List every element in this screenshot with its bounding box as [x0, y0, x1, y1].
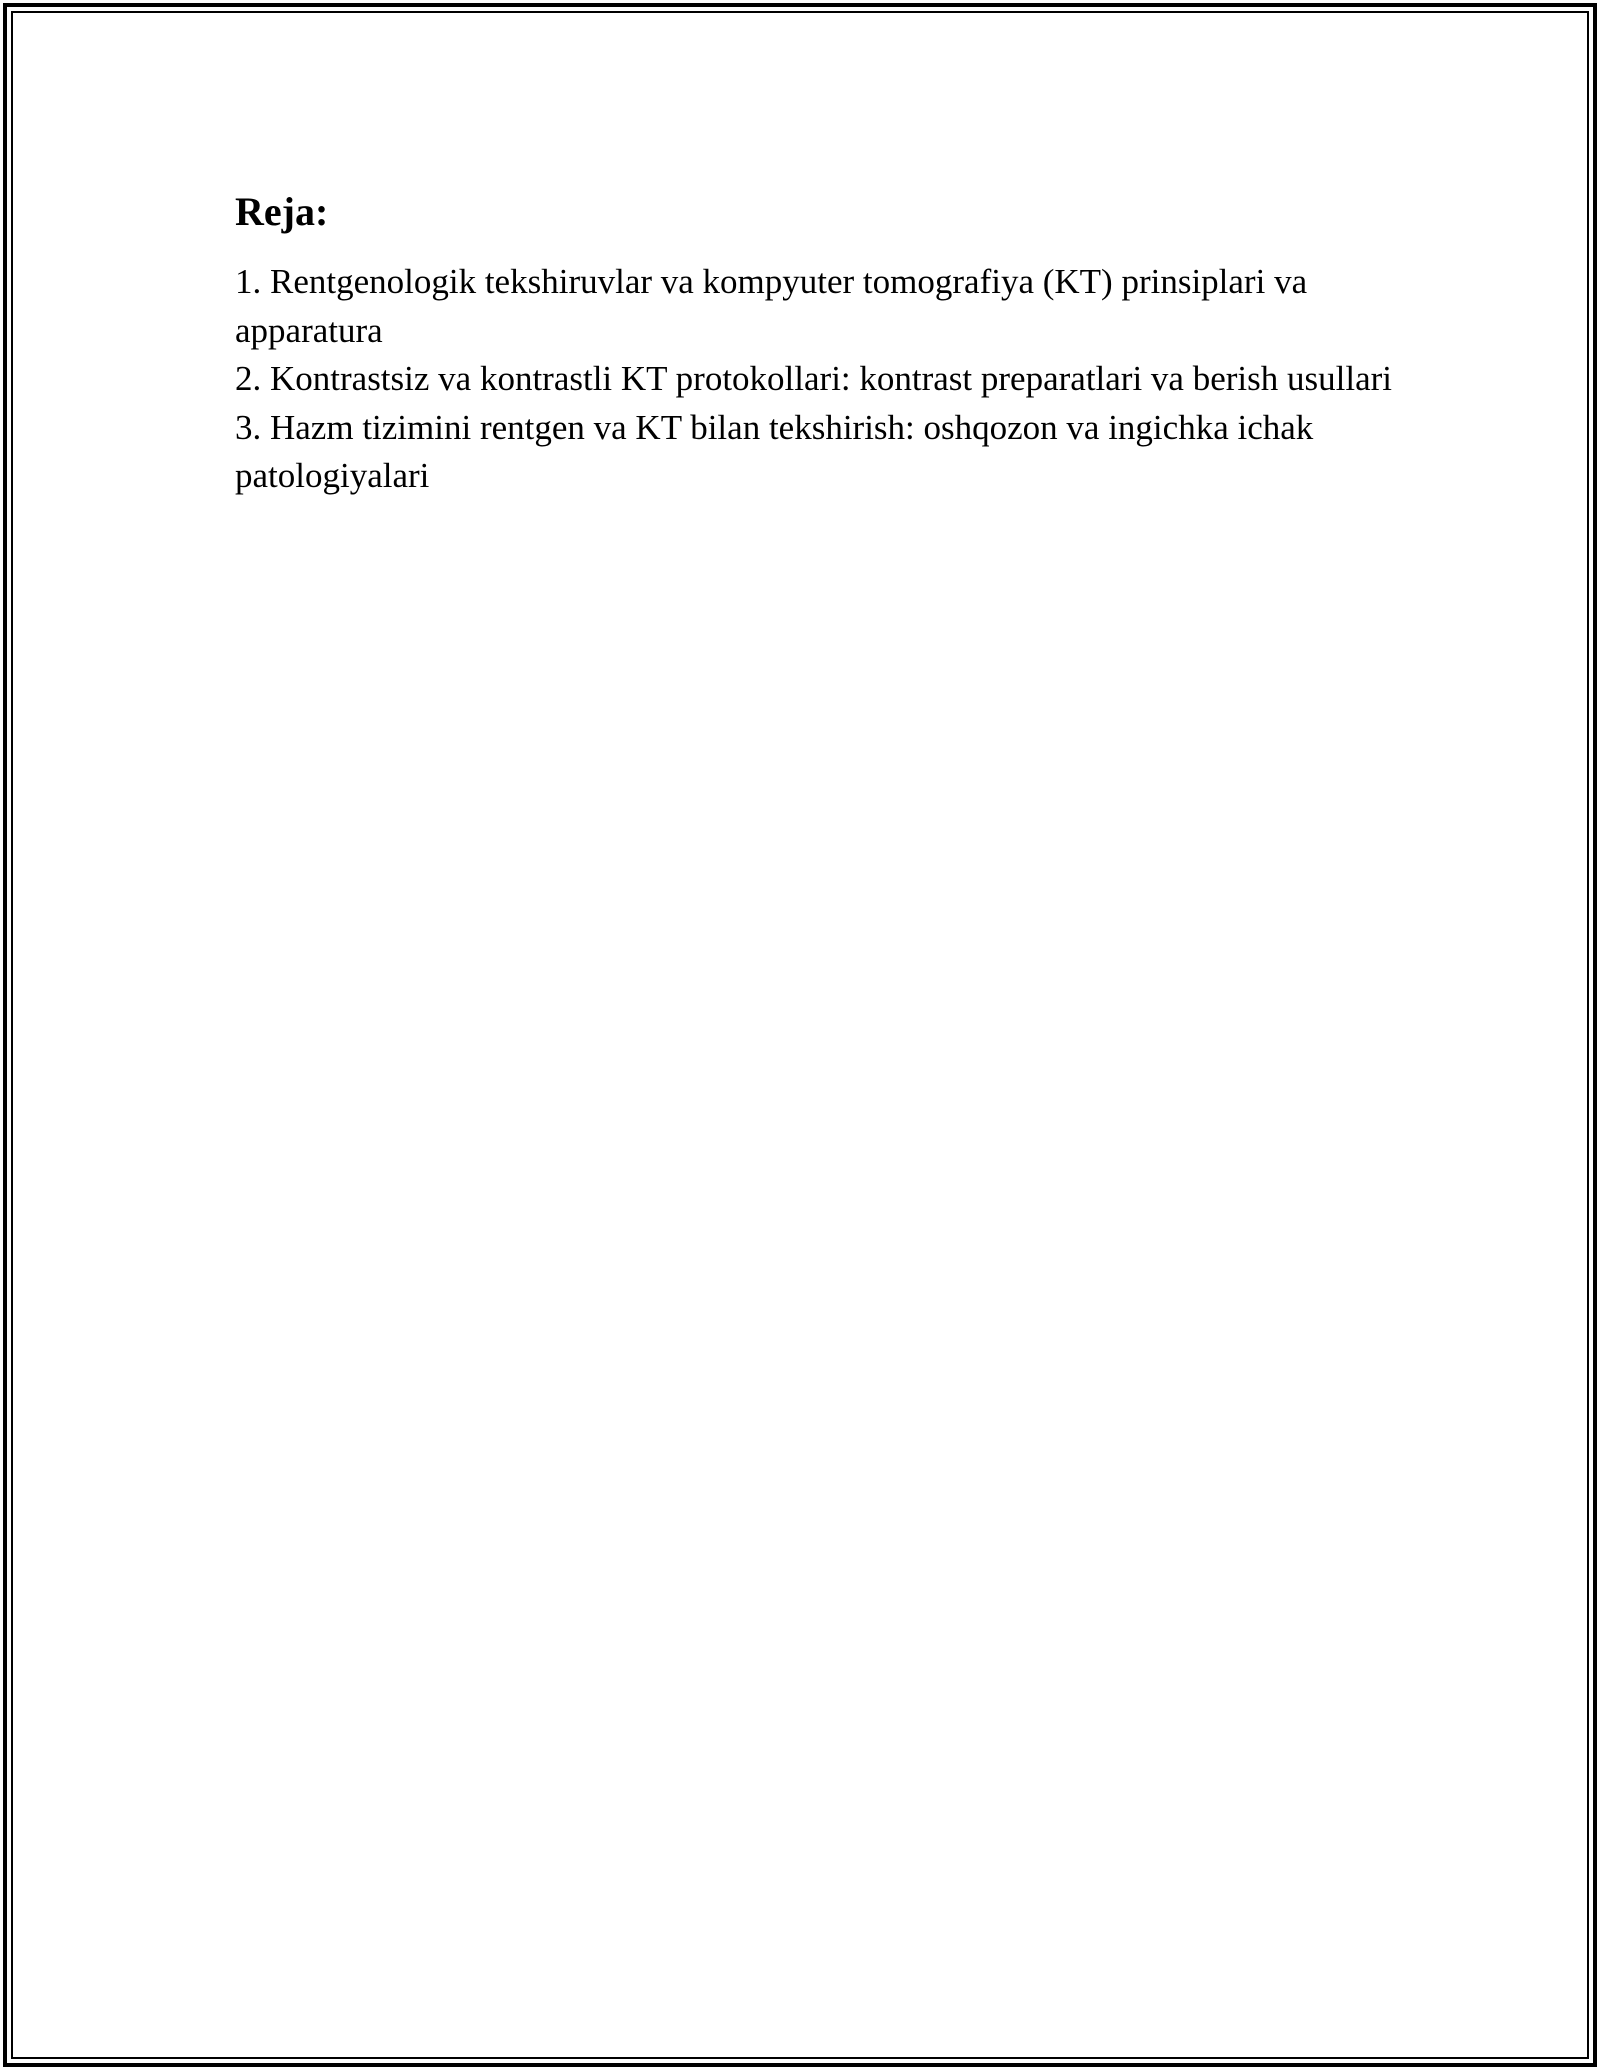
plan-item: 1. Rentgenologik tekshiruvlar va kompyuter tomografiya (KT) prinsiplari va apparatura	[235, 262, 1308, 350]
document-body	[235, 188, 1405, 501]
plan-item: 2. Kontrastsiz va kontrastli KT protokollari: kontrast preparatlari va berish usullari	[235, 359, 1392, 398]
plan-heading: Reja:	[235, 189, 329, 234]
plan-list	[235, 258, 1405, 501]
plan-item: 3. Hazm tizimini rentgen va KT bilan tekshirish: oshqozon va ingichka ichak patologiyalari	[235, 407, 1314, 495]
